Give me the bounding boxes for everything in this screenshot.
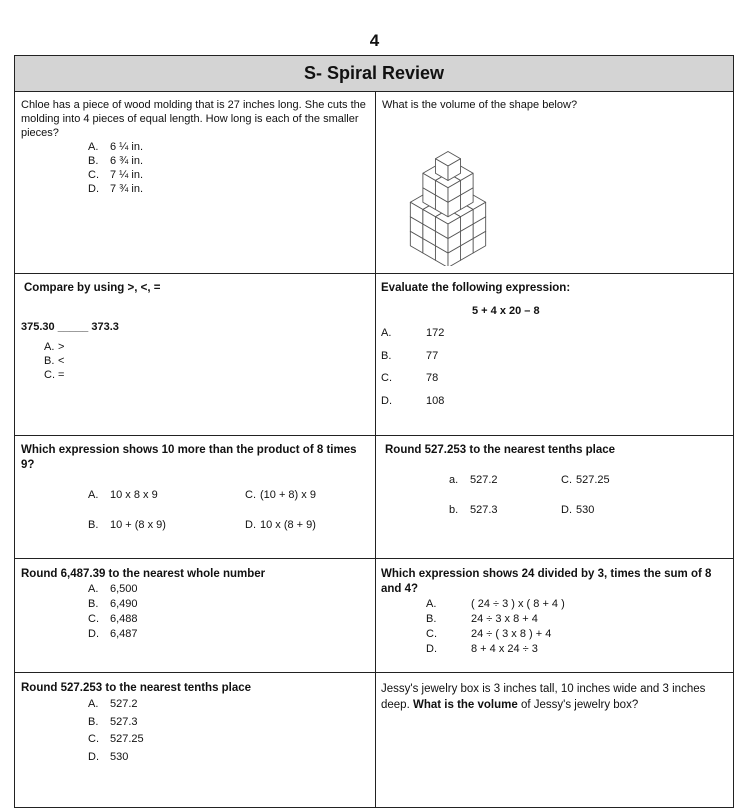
option-value: 6,490 xyxy=(110,598,138,610)
answer-options xyxy=(426,597,565,657)
answer-option[interactable] xyxy=(88,168,369,182)
answer-option[interactable] xyxy=(88,612,138,627)
math-expression: 5 + 4 x 20 – 8 xyxy=(472,305,540,317)
option-value: 530 xyxy=(110,750,129,763)
answer-option[interactable] xyxy=(561,503,594,517)
option-value: 10 x (8 + 9) xyxy=(260,519,316,531)
option-label: B. xyxy=(88,519,99,531)
answer-option[interactable] xyxy=(44,340,64,354)
question-prompt: Evaluate the following expression: xyxy=(381,282,571,294)
option-value: 6 ¾ in. xyxy=(110,155,144,167)
option-label: A. xyxy=(381,327,392,339)
answer-option[interactable] xyxy=(381,349,444,372)
option-value: 527.2 xyxy=(110,698,138,710)
option-value: 527.3 xyxy=(110,715,138,728)
option-label: D. xyxy=(381,395,392,408)
answer-option[interactable] xyxy=(426,642,565,657)
page-number: 4 xyxy=(369,31,380,50)
option-value: 6,488 xyxy=(110,613,138,625)
option-label: C. xyxy=(88,613,99,625)
option-label: C. xyxy=(426,628,437,640)
option-value: 108 xyxy=(426,395,445,408)
option-label: B. xyxy=(88,598,99,610)
option-value: 7 ¾ in. xyxy=(110,183,144,195)
answer-options xyxy=(88,697,144,767)
question-text xyxy=(381,681,726,713)
question-cell-q4 xyxy=(376,274,734,436)
option-value: 77 xyxy=(426,349,439,362)
option-label: D. xyxy=(426,643,437,655)
option-value: (10 + 8) x 9 xyxy=(260,489,316,501)
answer-option[interactable] xyxy=(381,394,444,417)
question-text-end: of Jessy's jewelry box? xyxy=(517,699,639,711)
option-label: D. xyxy=(88,750,99,763)
option-value: 527.3 xyxy=(470,504,498,516)
answer-option[interactable] xyxy=(88,518,166,532)
stacked-cubes-figure xyxy=(400,128,496,266)
answer-option[interactable] xyxy=(245,518,316,532)
question-cell-q8 xyxy=(376,559,734,673)
question-cell-q3 xyxy=(15,274,376,436)
option-label: C. xyxy=(44,369,55,381)
option-value: > xyxy=(58,341,65,353)
question-cell-q2 xyxy=(376,92,734,274)
comparison-expression: 375.30 _____ 373.3 xyxy=(21,321,119,333)
question-cell-q10 xyxy=(376,673,734,808)
option-label: C. xyxy=(381,372,392,385)
answer-option[interactable] xyxy=(381,371,444,394)
option-label: B. xyxy=(88,715,99,728)
option-label: D. xyxy=(88,628,99,640)
option-label: A. xyxy=(88,489,99,501)
option-value: 7 ¼ in. xyxy=(110,169,144,181)
option-label: D. xyxy=(561,504,572,516)
answer-options xyxy=(44,340,64,382)
question-cell-q5 xyxy=(15,436,376,559)
answer-options xyxy=(88,582,138,642)
answer-option[interactable] xyxy=(88,154,369,168)
option-label: D. xyxy=(88,183,99,195)
answer-option[interactable] xyxy=(88,732,144,750)
answer-option[interactable] xyxy=(449,473,498,487)
question-text: Round 527.253 to the nearest tenths place xyxy=(21,682,252,694)
option-label: A. xyxy=(88,698,99,710)
option-value: 6 ¼ in. xyxy=(110,141,144,153)
option-value: ( 24 ÷ 3 ) x ( 8 + 4 ) xyxy=(471,598,565,610)
answer-option[interactable] xyxy=(245,488,316,502)
option-label: B. xyxy=(44,355,55,367)
option-label: C. xyxy=(245,489,256,501)
option-value: < xyxy=(58,355,65,367)
answer-option[interactable] xyxy=(88,597,138,612)
option-value: 10 + (8 x 9) xyxy=(110,519,166,531)
option-label: C. xyxy=(88,733,99,745)
answer-option[interactable] xyxy=(88,715,144,733)
option-value: 24 ÷ 3 x 8 + 4 xyxy=(471,613,538,625)
question-text-intro: Jessy's jewelry box is 3 inches tall, 10 inches wide and 3 inches deep. xyxy=(381,683,706,711)
option-value: 527.25 xyxy=(110,733,144,745)
answer-option[interactable] xyxy=(561,473,610,487)
option-label: A. xyxy=(88,141,99,153)
option-label: A. xyxy=(88,583,99,595)
option-label: D. xyxy=(245,519,256,531)
option-label: b. xyxy=(449,504,459,516)
question-text: Which expression shows 10 more than the product of 8 times 9? xyxy=(21,444,357,471)
answer-options xyxy=(88,140,369,196)
question-cell-q1 xyxy=(15,92,376,274)
option-value: 527.25 xyxy=(576,474,610,486)
option-label: A. xyxy=(44,341,55,353)
question-prompt: Compare by using >, <, = xyxy=(24,282,161,294)
option-value: 172 xyxy=(426,327,445,339)
question-text: Which expression shows 24 divided by 3, times the sum of 8 and 4? xyxy=(381,568,712,595)
answer-option[interactable] xyxy=(44,354,64,368)
question-cell-q6 xyxy=(376,436,734,559)
answer-options xyxy=(381,326,444,417)
answer-option[interactable] xyxy=(449,503,498,517)
question-text: Round 527.253 to the nearest tenths place xyxy=(385,444,616,456)
option-value: 8 + 4 x 24 ÷ 3 xyxy=(471,643,538,655)
option-value: 10 x 8 x 9 xyxy=(110,489,158,501)
option-label: B. xyxy=(88,155,99,167)
question-text: Round 6,487.39 to the nearest whole number xyxy=(21,568,266,580)
question-text: What is the volume of the shape below? xyxy=(382,99,578,111)
answer-option[interactable] xyxy=(88,582,138,597)
question-text-emphasis: What is the volume xyxy=(412,699,518,711)
option-value: 527.2 xyxy=(470,474,498,486)
question-cell-q7 xyxy=(15,559,376,673)
answer-option[interactable] xyxy=(88,697,144,715)
answer-option[interactable] xyxy=(88,182,369,196)
option-value: 78 xyxy=(426,372,439,385)
option-label: B. xyxy=(381,349,392,362)
question-cell-q9 xyxy=(15,673,376,808)
worksheet-table xyxy=(14,55,734,808)
option-label: C. xyxy=(88,169,99,181)
option-label: B. xyxy=(426,613,437,625)
answer-option[interactable] xyxy=(426,627,565,642)
answer-option[interactable] xyxy=(426,612,565,627)
answer-option[interactable] xyxy=(381,326,444,349)
answer-option[interactable] xyxy=(44,368,64,382)
answer-option[interactable] xyxy=(88,750,144,768)
option-value: 530 xyxy=(576,504,595,516)
option-label: A. xyxy=(426,598,437,610)
option-label: C. xyxy=(561,474,572,486)
answer-option[interactable] xyxy=(88,140,369,154)
option-value: = xyxy=(58,369,65,381)
answer-option[interactable] xyxy=(426,597,565,612)
answer-option[interactable] xyxy=(88,627,138,642)
option-value: 6,487 xyxy=(110,628,138,640)
option-value: 6,500 xyxy=(110,583,138,595)
question-text: Chloe has a piece of wood molding that is 27 inches long. She cuts the molding into 4 pieces of equal length. How long is each of the smaller pieces? xyxy=(21,99,366,139)
option-label: a. xyxy=(449,474,459,486)
option-value: 24 ÷ ( 3 x 8 ) + 4 xyxy=(471,628,552,640)
answer-option[interactable] xyxy=(88,488,158,502)
worksheet-title: S- Spiral Review xyxy=(15,56,733,92)
